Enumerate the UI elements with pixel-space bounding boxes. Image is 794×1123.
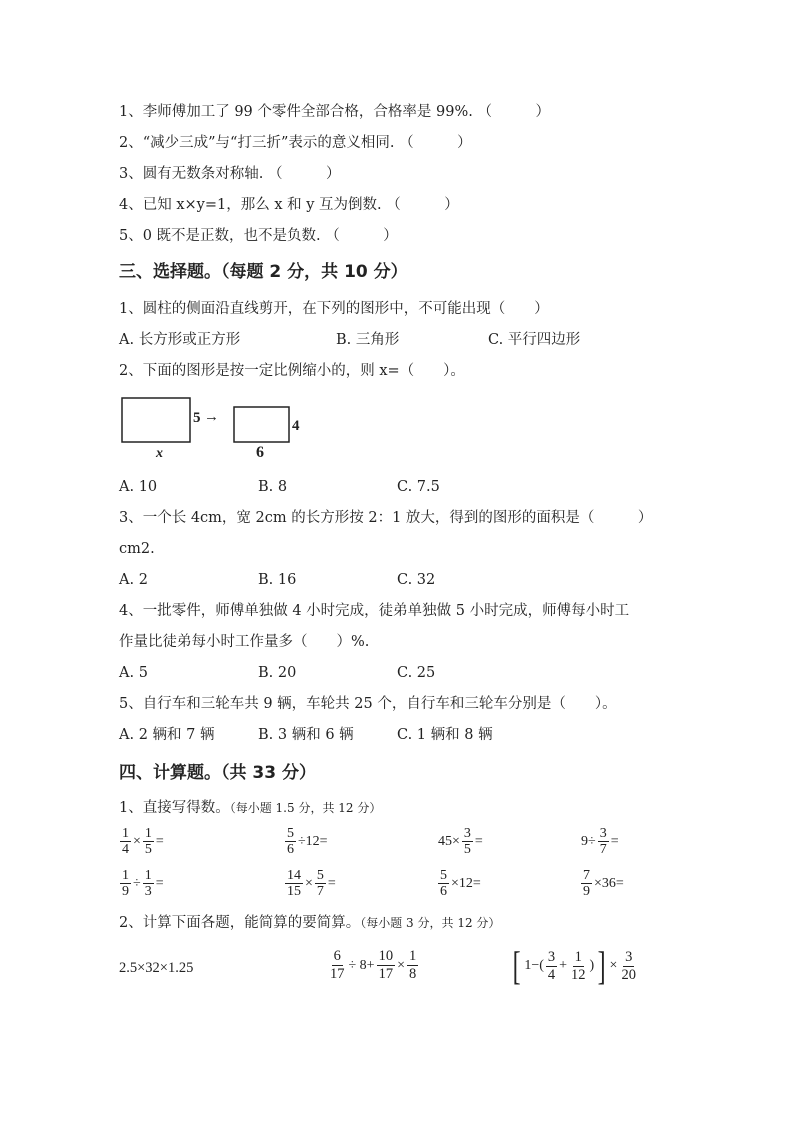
denominator: 6 <box>440 884 447 899</box>
numerator: 3 <box>599 826 607 841</box>
mental-math-7 <box>437 868 482 899</box>
section-4-title: 四、计算题。（共 33 分） <box>119 763 316 783</box>
s4-q1-text: 1、直接写得数。 <box>119 800 230 816</box>
operator: × <box>133 833 141 849</box>
numerator: 3 <box>463 826 471 841</box>
mental-math-3 <box>437 826 484 857</box>
operator: ÷ 8+ <box>348 957 375 973</box>
operand: 1−( <box>524 958 544 973</box>
s3-q2-option-a: A. 10 <box>119 479 158 495</box>
s4-q2-text: 2、计算下面各题，能简算的要简算。 <box>119 915 361 931</box>
denominator: 7 <box>599 842 607 857</box>
large-rectangle <box>122 398 190 442</box>
denominator: 6 <box>287 842 294 857</box>
denominator: 4 <box>547 966 556 983</box>
s4-q1 <box>119 798 381 818</box>
numerator: 1 <box>144 826 152 841</box>
s3-q4-cont: 作量比徒弟每小时工作量多（ ）%. <box>119 634 370 650</box>
operator: × <box>305 875 313 891</box>
s3-q5-option-c: C. 1 辆和 8 辆 <box>397 727 493 743</box>
s3-q4-option-a: A. 5 <box>119 665 148 681</box>
equals: = <box>610 833 619 849</box>
equals: = <box>327 875 336 891</box>
denominator: 17 <box>378 966 394 982</box>
operator: × <box>609 958 618 973</box>
label-6: 6 <box>256 444 264 461</box>
s3-q3: 3、一个长 4cm，宽 2cm 的长方形按 2：1 放大，得到的图形的面积是（ ） <box>119 510 653 526</box>
mental-math-5 <box>119 868 165 899</box>
s3-q2: 2、下面的图形是按一定比例缩小的，则 x=（ ）。 <box>119 363 465 379</box>
s3-q1-option-c: C. 平行四边形 <box>488 332 581 348</box>
s3-q3-option-b: B. 16 <box>258 572 297 588</box>
denominator: 5 <box>463 842 471 857</box>
numerator: 5 <box>287 826 294 841</box>
operand: 9÷ <box>581 833 596 849</box>
s3-q3-cont: cm2. <box>119 541 155 557</box>
denominator: 12 <box>571 966 586 983</box>
judge-item-4: 4、已知 x×y=1，那么 x 和 y 互为倒数. （ ） <box>119 197 459 213</box>
equals: = <box>474 833 483 849</box>
numerator: 1 <box>122 826 129 841</box>
numerator: 5 <box>316 868 324 883</box>
operator: × <box>397 957 405 973</box>
numerator: 10 <box>378 948 394 964</box>
mental-math-6 <box>284 868 337 899</box>
left-bracket: [ <box>512 943 521 988</box>
calc-3 <box>510 943 639 988</box>
numerator: 1 <box>122 868 129 883</box>
operator-rest: ÷12= <box>298 833 328 849</box>
section-3-title: 三、选择题。（每题 2 分，共 10 分） <box>119 262 408 282</box>
s3-q2-option-b: B. 8 <box>258 479 288 495</box>
numerator: 1 <box>409 948 417 964</box>
denominator: 4 <box>122 842 129 857</box>
numerator: 14 <box>287 868 301 883</box>
denominator: 8 <box>409 966 417 982</box>
mental-math-8 <box>580 868 625 899</box>
equals: = <box>155 875 164 891</box>
judge-item-3: 3、圆有无数条对称轴. （ ） <box>119 166 341 182</box>
mental-math-2 <box>284 826 329 857</box>
numerator: 3 <box>547 948 556 965</box>
s3-q4-option-b: B. 20 <box>258 665 297 681</box>
numerator: 3 <box>625 948 633 965</box>
judge-item-2: 2、“减少三成”与“打三折”表示的意义相同. （ ） <box>119 135 472 151</box>
operand: 45× <box>438 833 460 849</box>
denominator: 17 <box>330 966 345 982</box>
operator: ÷ <box>133 875 141 891</box>
denominator: 15 <box>287 884 301 899</box>
s3-q2-option-c: C. 7.5 <box>397 479 440 495</box>
s4-q2 <box>119 913 500 933</box>
denominator: 7 <box>316 884 324 899</box>
numerator: 1 <box>144 868 152 883</box>
s4-q1-note: （每小题 1.5 分，共 12 分） <box>229 801 382 815</box>
s3-q1-option-b: B. 三角形 <box>336 332 400 348</box>
denominator: 9 <box>583 884 590 899</box>
mental-math-1 <box>119 826 165 857</box>
judge-item-1: 1、李师傅加工了 99 个零件全部合格，合格率是 99%. （ ） <box>119 104 550 120</box>
numerator: 7 <box>583 868 590 883</box>
s3-q3-option-c: C. 32 <box>397 572 436 588</box>
calc-1: 2.5×32×1.25 <box>119 960 194 976</box>
s3-q3-option-a: A. 2 <box>119 572 148 588</box>
s3-q5: 5、自行车和三轮车共 9 辆，车轮共 25 个，自行车和三轮车分别是（ ）。 <box>119 696 617 712</box>
judge-item-5: 5、0 既不是正数，也不是负数. （ ） <box>119 228 398 244</box>
label-x: x <box>156 446 163 461</box>
arrow-icon: → <box>204 409 219 425</box>
s3-q4: 4、一批零件，师傅单独做 4 小时完成，徒弟单独做 5 小时完成，师傅每小时工 <box>119 603 630 619</box>
operator: + <box>559 958 568 973</box>
numerator: 1 <box>574 948 582 965</box>
s4-q2-note: （每小题 3 分，共 12 分） <box>360 916 501 930</box>
calc-2 <box>327 948 419 983</box>
s3-q2-figure <box>115 392 315 464</box>
denominator: 5 <box>144 842 152 857</box>
denominator: 9 <box>122 884 129 899</box>
denominator: 3 <box>144 884 152 899</box>
s3-q5-option-b: B. 3 辆和 6 辆 <box>258 727 354 743</box>
close-paren: ) <box>589 958 595 973</box>
s3-q5-option-a: A. 2 辆和 7 辆 <box>119 727 215 743</box>
operator-rest: ×12= <box>451 875 481 891</box>
right-bracket: ] <box>597 943 606 988</box>
label-5: 5 <box>193 410 201 426</box>
s3-q1: 1、圆柱的侧面沿直线剪开，在下列的图形中，不可能出现（ ） <box>119 301 549 317</box>
numerator: 5 <box>440 868 447 883</box>
operator-rest: ×36= <box>594 875 624 891</box>
denominator: 20 <box>621 966 636 983</box>
label-4: 4 <box>292 418 300 434</box>
s3-q4-option-c: C. 25 <box>397 665 436 681</box>
numerator: 6 <box>333 948 341 964</box>
s3-q1-option-a: A. 长方形或正方形 <box>119 332 241 348</box>
mental-math-4 <box>580 826 620 857</box>
small-rectangle <box>234 407 289 442</box>
equals: = <box>155 833 164 849</box>
